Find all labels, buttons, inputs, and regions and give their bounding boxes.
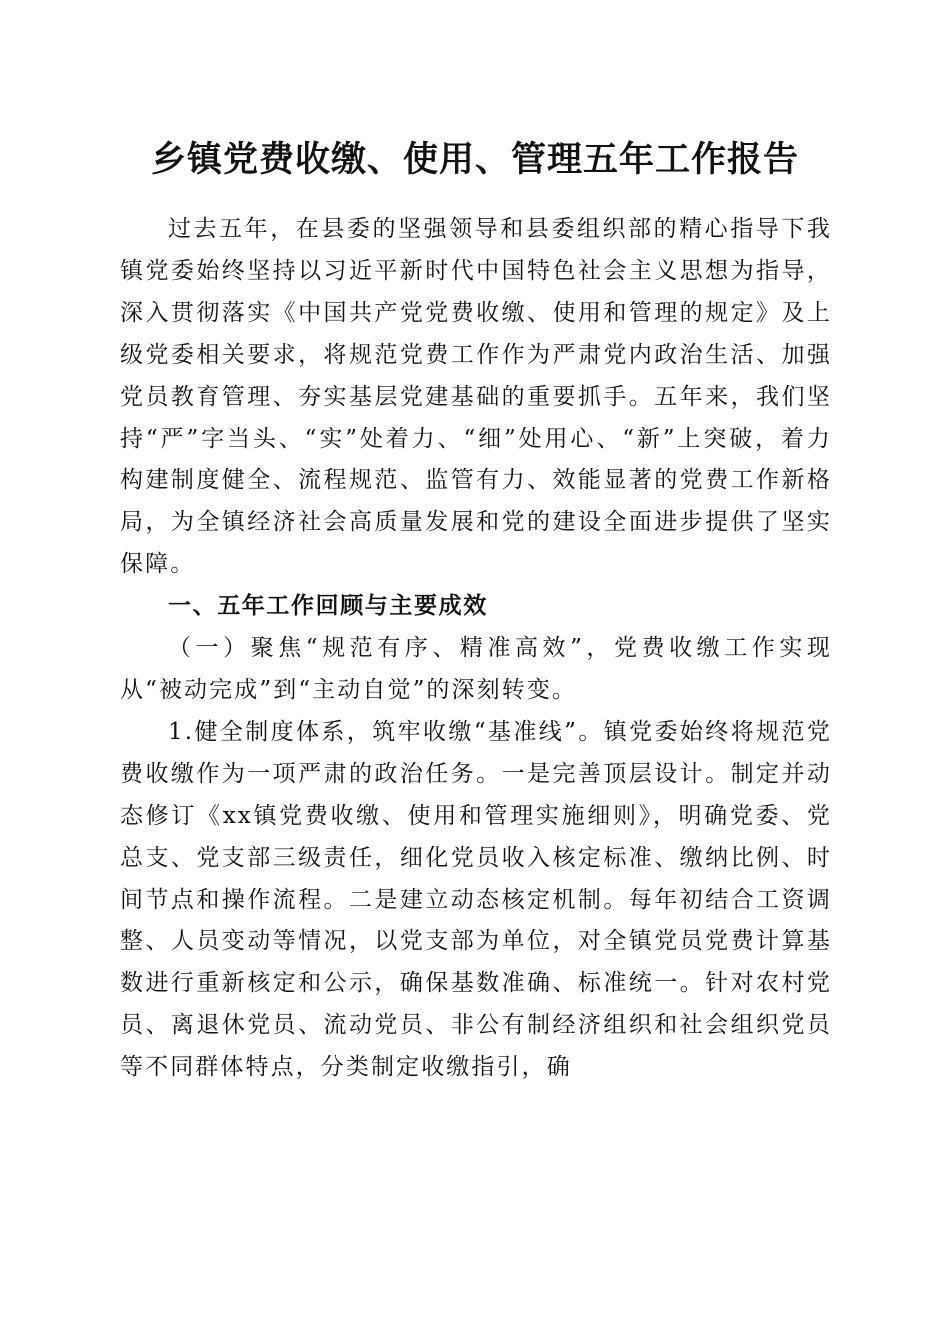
subsection-heading: （一）聚焦“规范有序、精准高效”，党费收缴工作实现从“被动完成”到“主动自觉”的深刻转变。 [120,635,832,703]
section-heading: 一、五年工作回顾与主要成效 [168,593,488,620]
item-paragraph: 1.健全制度体系，筑牢收缴“基准线”。镇党委始终将规范党费收缴作为一项严肃的政治任务。一是完善顶层设计。制定并动态修订《xx镇党费收缴、使用和管理实施细则》，明确党委、党总支、党支部三级责任，细化党员收入核定标准、缴纳比例、时间节点和操作流程。二是建立动态核定机制。每年初结合工资调整、人员变动等情况，以党支部为单位，对全镇党员党费计算基数进行重新核定和公示，确保基数准确、标准统一。针对农村党员、离退休党员、流动党员、非公有制经济组织和社会组织党员等不同群体特点，分类制定收缴指引，确 [120,718,832,1081]
document-title: 乡镇党费收缴、使用、管理五年工作报告 [150,139,799,180]
intro-paragraph: 过去五年，在县委的坚强领导和县委组织部的精心指导下我镇党委始终坚持以习近平新时代中国特色社会主义思想为指导，深入贯彻落实《中国共产党党费收缴、使用和管理的规定》及上级党委相关要求，将规范党费工作作为严肃党内政治生活、加强党员教育管理、夯实基层党建基础的重要抓手。五年来，我们坚持“严”字当头、“实”处着力、“细”处用心、“新”上突破，着力构建制度健全、流程规范、监管有力、效能显著的党费工作新格局，为全镇经济社会高质量发展和党的建设全面进步提供了坚实保障。 [120,216,832,578]
document-body [120,209,832,1089]
